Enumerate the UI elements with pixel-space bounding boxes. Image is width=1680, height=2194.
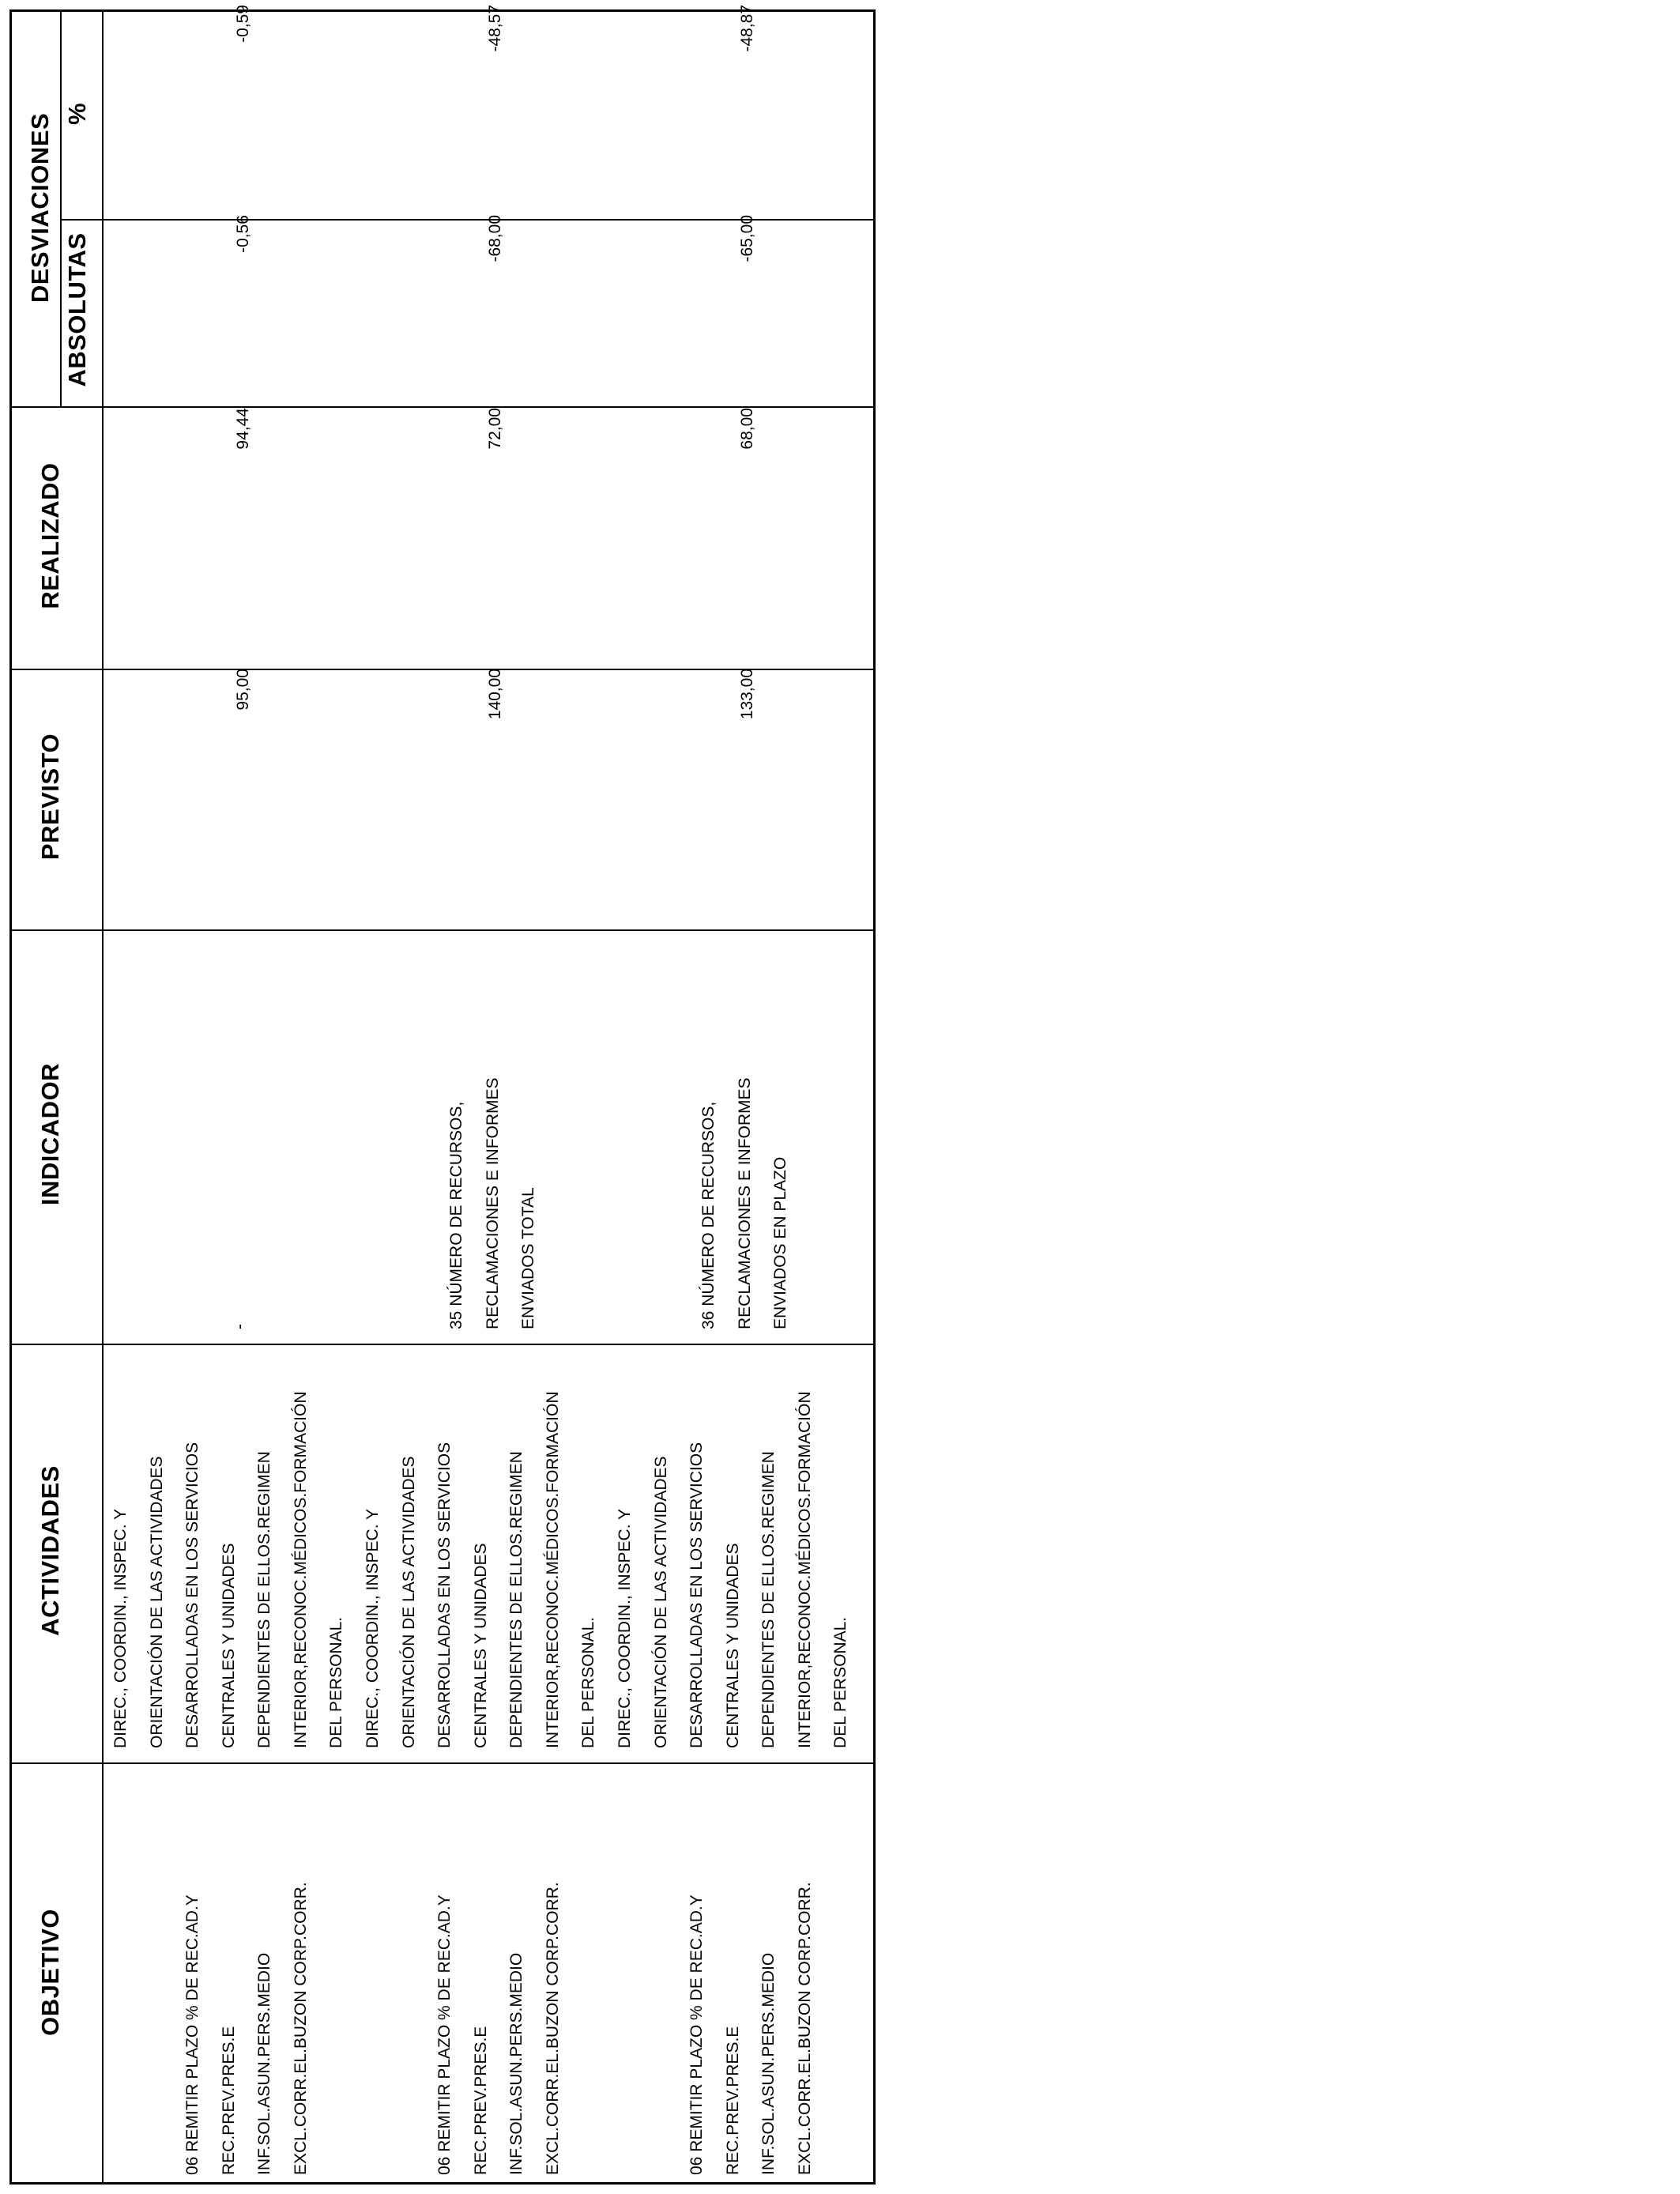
column-divider	[12, 1762, 873, 1764]
table-row-1-objetivo: 06 REMITIR PLAZO % DE REC.AD.Y REC.PREV.PRES.E INF.SOL.ASUN.PERS.MEDIO EXCL.CORR.EL.BUZON CORP.CORR.	[183, 1882, 310, 2175]
header-absolutas: ABSOLUTAS	[63, 232, 91, 387]
header-previsto: PREVISTO	[36, 733, 64, 861]
table-row-3-porcentaje: -48,87	[738, 5, 756, 52]
table-row-2-indicador: 35 NÚMERO DE RECURSOS, RECLAMACIONES E INFORMES ENVIADOS TOTAL	[447, 1077, 537, 1329]
table-row-1-actividades: DIREC., COORDIN., INSPEC. Y ORIENTACIÓN DE LAS ACTIVIDADES DESARROLLADAS EN LOS SERVICIOS CENTRALES Y UNIDADES DEPENDIENTES DE ELLOS.REGIMEN INTERIOR,RECONOC.MÉDICOS.FORMACIÓN DEL PERSONAL.	[111, 1391, 345, 1748]
table-row-3-objetivo: 06 REMITIR PLAZO % DE REC.AD.Y REC.PREV.PRES.E INF.SOL.ASUN.PERS.MEDIO EXCL.CORR.EL.BUZON CORP.CORR.	[687, 1882, 814, 2175]
table-row-1-indicador: -	[231, 1324, 249, 1329]
table-row-2-porcentaje: -48,57	[486, 5, 504, 52]
table-row-2-previsto: 140,00	[486, 669, 504, 720]
header-actividades: ACTIVIDADES	[36, 1465, 64, 1636]
table-row-2-actividades: DIREC., COORDIN., INSPEC. Y ORIENTACIÓN DE LAS ACTIVIDADES DESARROLLADAS EN LOS SERVICIOS CENTRALES Y UNIDADES DEPENDIENTES DE ELLOS.REGIMEN INTERIOR,RECONOC.MÉDICOS.FORMACIÓN DEL PERSONAL.	[363, 1391, 597, 1748]
table-row-3-actividades: DIREC., COORDIN., INSPEC. Y ORIENTACIÓN DE LAS ACTIVIDADES DESARROLLADAS EN LOS SERVICIOS CENTRALES Y UNIDADES DEPENDIENTES DE ELLOS.REGIMEN INTERIOR,RECONOC.MÉDICOS.FORMACIÓN DEL PERSONAL.	[616, 1391, 849, 1748]
table-row-1-realizado: 94,44	[234, 408, 252, 450]
table-row-2-objetivo: 06 REMITIR PLAZO % DE REC.AD.Y REC.PREV.PRES.E INF.SOL.ASUN.PERS.MEDIO EXCL.CORR.EL.BUZON CORP.CORR.	[435, 1882, 562, 2175]
header-desviaciones: DESVIACIONES	[26, 112, 54, 303]
column-divider	[12, 929, 873, 931]
table-row-3-realizado: 68,00	[738, 408, 756, 450]
table-row-3-absolutas: -65,00	[738, 215, 756, 262]
header-indicador: INDICADOR	[36, 1062, 64, 1206]
table-row-3-previsto: 133,00	[738, 669, 756, 720]
table-row-3-indicador: 36 NÚMERO DE RECURSOS, RECLAMACIONES E INFORMES ENVIADOS EN PLAZO	[699, 1077, 789, 1329]
table-row-2-absolutas: -68,00	[486, 215, 504, 262]
header-realizado: REALIZADO	[36, 462, 64, 609]
table-row-2-realizado: 72,00	[486, 408, 504, 450]
header-objetivo: OBJETIVO	[36, 1909, 64, 2036]
table-row-1-previsto: 95,00	[234, 669, 252, 711]
header-porcentaje: %	[63, 102, 91, 126]
table-row-1-porcentaje: -0,59	[234, 5, 252, 43]
table-row-1-absolutas: -0,56	[234, 215, 252, 253]
